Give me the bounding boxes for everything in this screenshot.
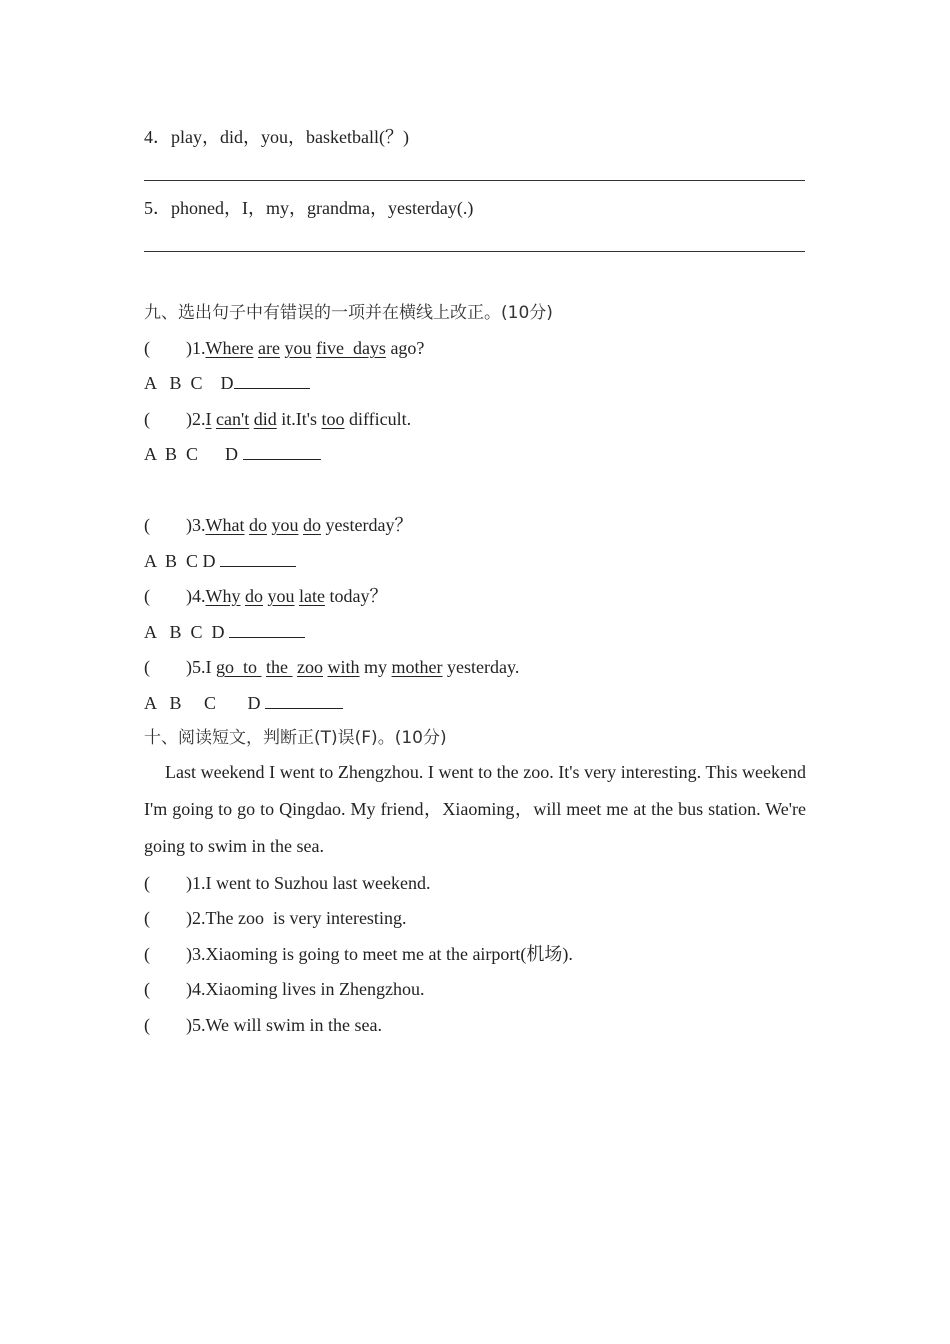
- option-c: did: [253, 409, 277, 429]
- paren-open[interactable]: (: [144, 1015, 150, 1035]
- paren-open[interactable]: (: [144, 873, 150, 893]
- s9-choices-4: [144, 621, 305, 643]
- option-a: Where: [205, 338, 254, 358]
- tf-statement-1: [144, 872, 430, 894]
- option-b: do: [248, 515, 267, 535]
- option-d: late: [299, 586, 325, 606]
- sentence-part: my: [364, 657, 388, 677]
- item-number: )4.: [186, 586, 206, 606]
- s9-choices-5: [144, 692, 343, 714]
- answer-line-4[interactable]: [144, 180, 805, 181]
- statement-text: )4.Xiaoming lives in Zhengzhou.: [186, 979, 425, 999]
- paren-open[interactable]: (: [144, 908, 150, 928]
- question-5: 5．phoned，I，my，grandma，yesterday(.): [144, 198, 474, 218]
- option-a: go to: [216, 657, 262, 677]
- s9-choices-1: [144, 372, 310, 394]
- statement-text: )3.Xiaoming is going to meet me at the airport(机场).: [186, 944, 573, 964]
- reading-passage: Last weekend I went to Zhengzhou. I went to the zoo. It's very interesting. This weekend I'm going to go to Qingdao. My friend，Xiaoming，will meet me at the bus station. We're going to swim in the sea.: [144, 762, 806, 856]
- sentence-rest: ago?: [390, 338, 425, 358]
- sentence-rest: today？: [329, 586, 388, 606]
- sentence-rest: difficult.: [349, 409, 412, 429]
- item-number: )1.: [186, 338, 206, 358]
- option-d: too: [321, 409, 345, 429]
- tf-statement-3: [144, 943, 573, 965]
- option-d: with: [327, 657, 360, 677]
- s9-choices-2: [144, 443, 321, 465]
- choice-letters: A B C D: [144, 444, 243, 464]
- option-c: zoo: [297, 657, 324, 677]
- correction-blank[interactable]: [265, 694, 343, 709]
- section-9-title: 九、选出句子中有错误的一项并在横线上改正。(10分): [144, 303, 553, 323]
- statement-text: )1.I went to Suzhou last weekend.: [186, 873, 431, 893]
- tf-statement-5: [144, 1014, 382, 1036]
- paren-open[interactable]: (: [144, 515, 150, 535]
- tf-statement-4: [144, 978, 424, 1000]
- correction-blank[interactable]: [220, 552, 296, 567]
- correction-blank[interactable]: [234, 374, 310, 389]
- option-c: you: [271, 515, 299, 535]
- choice-letters: A B C D: [144, 622, 230, 642]
- item-number: )5.I: [186, 657, 216, 677]
- paren-open[interactable]: (: [144, 409, 150, 429]
- sentence-rest: yesterday.: [447, 657, 520, 677]
- item-number: )2.: [186, 409, 206, 429]
- s9-choices-3: [144, 550, 296, 572]
- option-a: I: [205, 409, 212, 429]
- option-a: What: [205, 515, 245, 535]
- s9-item-1: [144, 337, 424, 359]
- sentence-rest: yesterday？: [325, 515, 413, 535]
- section-10-title: 十、阅读短文，判断正(T)误(F)。(10分): [144, 728, 447, 748]
- choice-letters: A B C D: [144, 693, 266, 713]
- s9-item-5: [144, 656, 519, 678]
- option-d: five days: [315, 338, 386, 358]
- tf-statement-2: [144, 907, 406, 929]
- s9-item-3: [144, 514, 412, 536]
- option-c: you: [284, 338, 312, 358]
- option-c: you: [267, 586, 295, 606]
- sentence-part: it.It's: [281, 409, 317, 429]
- paren-open[interactable]: (: [144, 657, 150, 677]
- correction-blank[interactable]: [243, 445, 321, 460]
- paren-open[interactable]: (: [144, 338, 150, 358]
- paren-open[interactable]: (: [144, 586, 150, 606]
- option-b: do: [245, 586, 263, 606]
- statement-text: )5.We will swim in the sea.: [186, 1015, 383, 1035]
- underlined-word: mother: [391, 657, 443, 677]
- statement-text: )2.The zoo is very interesting.: [186, 908, 407, 928]
- s9-item-4: [144, 585, 387, 607]
- s9-item-2: [144, 408, 411, 430]
- option-d: do: [302, 515, 321, 535]
- option-b: the: [266, 657, 293, 677]
- question-4: 4．play，did，you，basketball(？): [144, 127, 409, 147]
- paren-open[interactable]: (: [144, 979, 150, 999]
- option-b: are: [257, 338, 280, 358]
- option-b: can't: [216, 409, 250, 429]
- choice-letters: A B C D: [144, 373, 234, 393]
- paren-open[interactable]: (: [144, 944, 150, 964]
- correction-blank[interactable]: [229, 623, 305, 638]
- choice-letters: A B C D: [144, 551, 221, 571]
- answer-line-5[interactable]: [144, 251, 805, 252]
- option-a: Why: [205, 586, 241, 606]
- item-number: )3.: [186, 515, 206, 535]
